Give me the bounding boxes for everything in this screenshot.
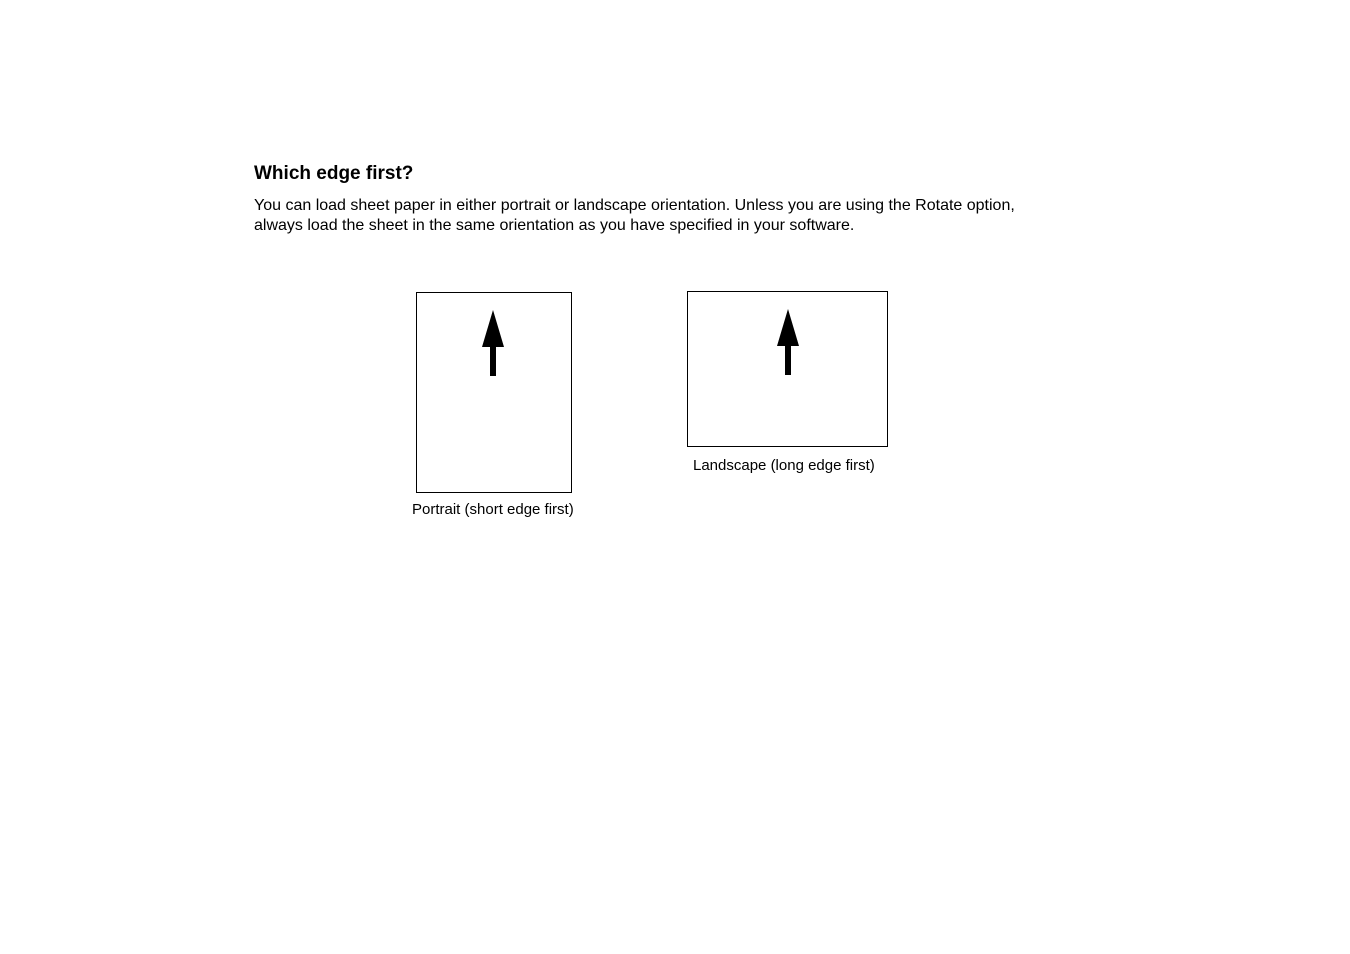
up-arrow-icon [482, 310, 504, 376]
section-title: Which edge first? [254, 163, 414, 184]
up-arrow-icon [777, 309, 799, 375]
landscape-sheet [687, 291, 888, 447]
intro-paragraph [254, 196, 1015, 236]
portrait-caption: Portrait (short edge first) [412, 501, 574, 518]
landscape-caption: Landscape (long edge first) [693, 457, 875, 474]
portrait-sheet [416, 292, 572, 493]
paragraph-line: always load the sheet in the same orientation as you have specified in your software. [254, 217, 855, 234]
paragraph-line: You can load sheet paper in either portrait or landscape orientation. Unless you are using the Rotate option, [254, 197, 1015, 214]
